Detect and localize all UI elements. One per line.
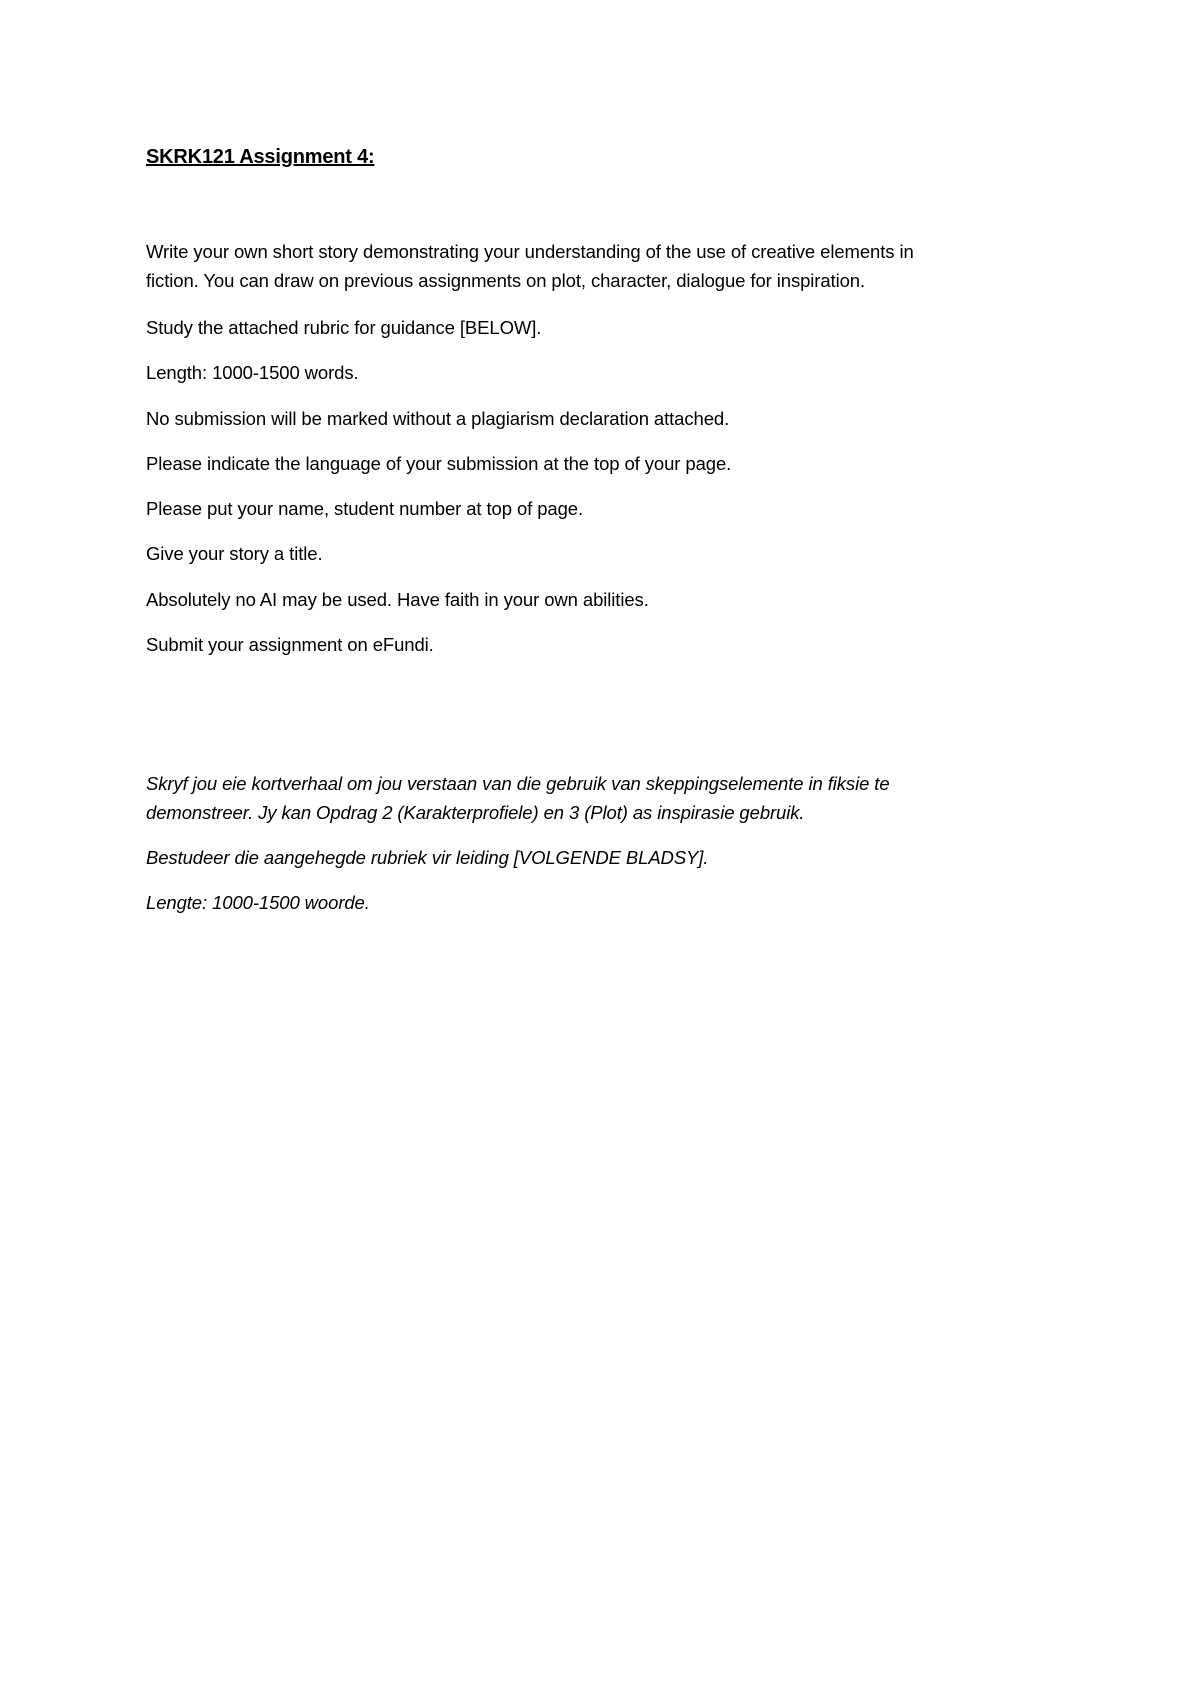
instruction-language: Please indicate the language of your submission at the top of your page.: [146, 452, 732, 474]
instruction-rubric: Study the attached rubric for guidance [BELOW].: [146, 317, 542, 338]
afrikaans-section: [146, 769, 1046, 917]
instruction-submit: Submit your assignment on eFundi.: [146, 634, 434, 656]
afrikaans-instruction-length: Lengte: 1000-1500 woorde.: [146, 892, 370, 913]
english-intro-line-2: fiction. You can draw on previous assignments on plot, character, dialogue for inspiration.: [146, 270, 866, 291]
afrikaans-instruction-rubric: Bestudeer die aangehegde rubriek vir leiding [VOLGENDE BLADSY].: [146, 847, 709, 868]
afrikaans-intro-line-1: Skryf jou eie kortverhaal om jou verstaan van die gebruik van skeppingselemente in fiksie te: [146, 773, 890, 794]
afrikaans-intro-line-2: demonstreer. Jy kan Opdrag 2 (Karakterprofiele) en 3 (Plot) as inspirasie gebruik.: [146, 802, 805, 823]
instruction-no-ai: Absolutely no AI may be used. Have faith in your own abilities.: [146, 588, 649, 610]
english-intro: [146, 237, 1046, 295]
english-instructions: [146, 313, 1046, 675]
instruction-name-number: Please put your name, student number at top of page.: [146, 498, 584, 520]
english-intro-line-1: Write your own short story demonstrating your understanding of the use of creative elements in: [146, 241, 914, 262]
instruction-title: Give your story a title.: [146, 543, 323, 565]
instruction-length: Length: 1000-1500 words.: [146, 362, 359, 384]
assignment-title: SKRK121 Assignment 4:: [146, 146, 375, 168]
instruction-plagiarism: No submission will be marked without a plagiarism declaration attached.: [146, 407, 730, 429]
